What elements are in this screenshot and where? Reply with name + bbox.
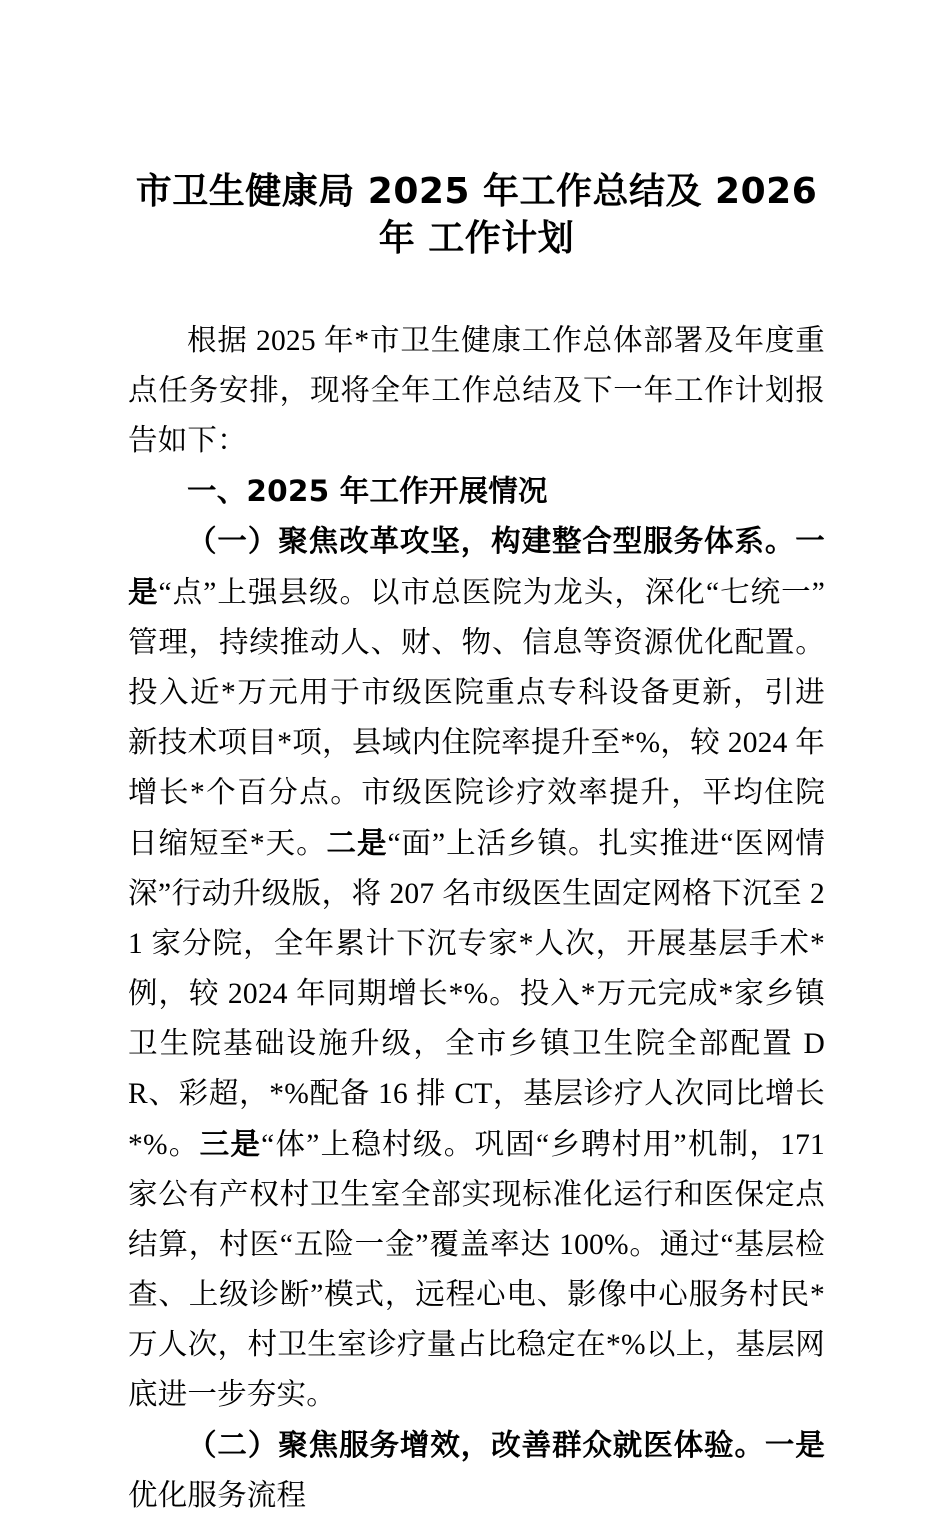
subsection-1-bold-2: 二是 bbox=[326, 826, 388, 860]
title-line-2: 工作计划 bbox=[428, 218, 575, 259]
intro-paragraph bbox=[128, 316, 825, 466]
intro-text: 根据 2025 年*市卫生健康工作总体部署及年度重点任务安排，现将全年工作总结及下一年工作计划报告如下： bbox=[128, 325, 825, 457]
subsection-1-body-2: “面”上活乡镇。扎实推进“医网情深”行动升级版，将 207 名市级医生固定网格下沉至 21 家分院，全年累计下沉专家*人次，开展基层手术*例，较 2024 年同期增长*%。投入*万元完成*家乡镇卫生院基础设施升级，全市乡镇卫生院全部配置 DR、彩超，*%配备 16 排 CT，基层诊疗人次同比增长*%。 bbox=[128, 828, 826, 1161]
section-heading-1 bbox=[128, 466, 825, 516]
subsection-2-bold-lead: （二）聚焦服务增效，改善群众就医体验。一是 bbox=[187, 1428, 825, 1462]
subsection-1-body-1: “点”上强县级。以市总医院为龙头，深化“七统一”管理，持续推动人、财、物、信息等资源优化配置。投入近*万元用于市级医院重点专科设备更新，引进新技术项目*项，县域内住院率提升至*%，较 2024 年增长*个百分点。市级医院诊疗效率提升，平均住院日缩短至*天。 bbox=[128, 577, 825, 860]
title-line-1: 市卫生健康局 2025 年工作总结及 2026 年 bbox=[135, 171, 818, 259]
subsection-1-bold-lead: （一）聚焦改革攻坚，构建整合型服务体系。一是 bbox=[128, 524, 825, 609]
page-title bbox=[128, 168, 825, 262]
section-heading-1-text: 一、2025 年工作开展情况 bbox=[187, 474, 548, 508]
subsection-1-bold-3: 三是 bbox=[199, 1127, 262, 1161]
subsection-2-paragraph bbox=[128, 1420, 825, 1521]
subsection-2-body: 优化服务流程 bbox=[128, 1480, 307, 1512]
subsection-1-paragraph bbox=[128, 516, 825, 1420]
subsection-1-body-3: “体”上稳村级。巩固“乡聘村用”机制，171 家公有产权村卫生室全部实现标准化运行和医保定点结算，村医“五险一金”覆盖率达 100%。通过“基层检查、上级诊断”模式，远程心电、影像中心服务村民*万人次，村卫生室诊疗量占比稳定在*%以上，基层网底进一步夯实。 bbox=[128, 1129, 825, 1411]
